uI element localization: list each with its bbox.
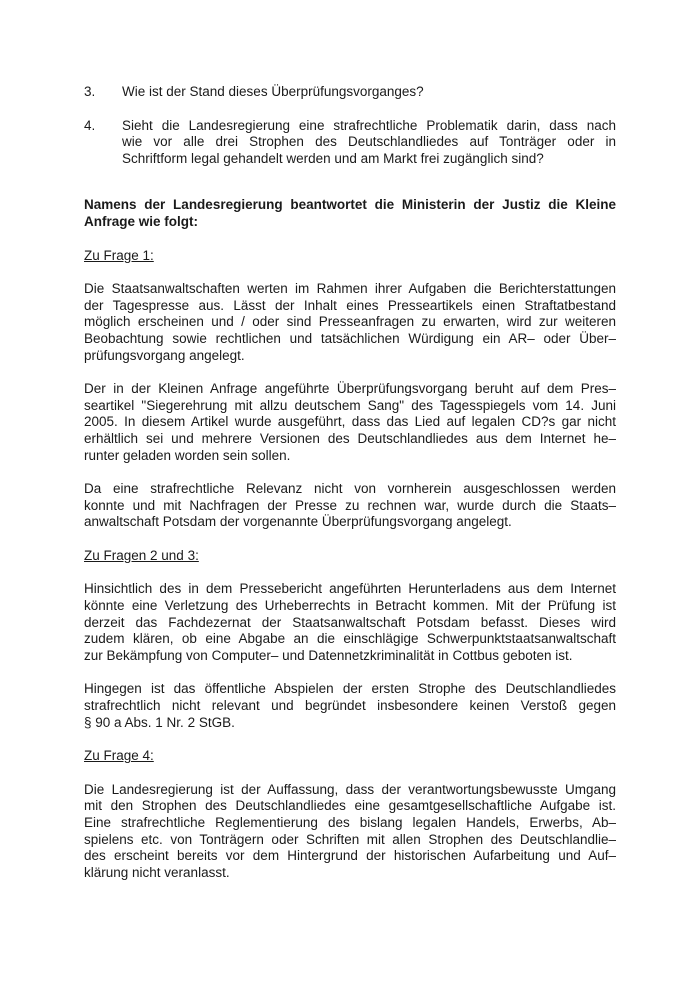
text-line: Hinsichtlich des in dem Pressebericht angeführten Herunterladens aus dem Internet bbox=[84, 581, 616, 597]
text-line: spielens etc. von Tonträgern oder Schriften mit allen Strophen des Deutschlandlie– bbox=[84, 831, 616, 847]
text-line: möglich erscheinen und / oder sind Presseanfragen zu erwarten, wird zur weiteren bbox=[84, 314, 616, 330]
text-line: Da eine strafrechtliche Relevanz nicht von vornherein ausgeschlossen werden bbox=[84, 481, 616, 497]
text-line: der Tagespresse aus. Lässt der Inhalt eines Presseartikels einen Straftatbestand bbox=[84, 297, 616, 313]
text-line: 2005. In diesem Artikel wurde ausgeführt, dass das Lied auf legalen CD?s gar nicht bbox=[84, 414, 616, 430]
text-line: erhältlich sei und mehrere Versionen des Deutschlandliedes aus dem Internet he– bbox=[84, 430, 616, 446]
text-line: wie vor alle drei Strophen des Deutschlandliedes auf Tonträger oder in bbox=[122, 134, 616, 150]
text-line: klärung nicht veranlasst. bbox=[84, 864, 230, 880]
text-line: Wie ist der Stand dieses Überprüfungsvorganges? bbox=[122, 84, 424, 99]
paragraph-fragen23-2 bbox=[84, 681, 616, 731]
paragraph-frage4-1 bbox=[84, 782, 616, 882]
text-line: Hingegen ist das öffentliche Abspielen der ersten Strophe des Deutschlandliedes bbox=[84, 681, 616, 697]
text-line: Sieht die Landesregierung eine strafrechtliche Problematik darin, dass nach bbox=[122, 117, 616, 133]
text-line: prüfungsvorgang angelegt. bbox=[84, 347, 245, 363]
text-line: des erscheint bereits vor dem Hintergrund der historischen Aufarbeitung und Auf– bbox=[84, 848, 616, 864]
section-heading-frage-1: Zu Frage 1: bbox=[84, 247, 154, 263]
text-line: mit den Strophen des Deutschlandliedes eine gesamtgesellschaftliche Aufgabe ist. bbox=[84, 798, 616, 814]
text-line: Schriftform legal gehandelt werden und am Markt frei zugänglich sind? bbox=[122, 150, 544, 166]
text-line: Die Landesregierung ist der Auffassung, dass der verantwortungsbewusste Umgang bbox=[84, 781, 616, 797]
question-text bbox=[122, 84, 616, 101]
text-line: anwaltschaft Potsdam der vorgenannte Überprüfungsvorgang angelegt. bbox=[84, 514, 512, 530]
text-line: derzeit das Fachdezernat der Staatsanwaltschaft Potsdam befasst. Dieses wird bbox=[84, 614, 616, 630]
text-line: runter geladen worden sein sollen. bbox=[84, 447, 291, 463]
text-line: Beobachtung sowie rechtlichen und tatsächlichen Würdigung ein AR– oder Über– bbox=[84, 330, 616, 346]
text-line: seartikel "Siegerehrung mit allzu deutschem Sang" des Tagesspiegels vom 14. Juni bbox=[84, 397, 616, 413]
paragraph-frage1-3 bbox=[84, 481, 616, 531]
question-number: 3. bbox=[84, 84, 96, 99]
text-line: könnte eine Verletzung des Urheberrechts in Betracht kommen. Mit der Prüfung ist bbox=[84, 598, 616, 614]
text-line: zur Bekämpfung von Computer– und Datennetzkriminalität in Cottbus geboten ist. bbox=[84, 647, 573, 663]
text-line: Der in der Kleinen Anfrage angeführte Überprüfungsvorgang beruht auf dem Pres– bbox=[84, 381, 616, 397]
question-item-4 bbox=[84, 118, 616, 168]
question-text bbox=[122, 118, 616, 168]
paragraph-frage1-2 bbox=[84, 381, 616, 464]
question-item-3 bbox=[84, 84, 616, 101]
text-line: Anfrage wie folgt: bbox=[84, 213, 198, 229]
text-line: strafrechtlich nicht relevant und begründet insbesondere keinen Verstoß gegen bbox=[84, 698, 616, 714]
text-line: § 90 a Abs. 1 Nr. 2 StGB. bbox=[84, 714, 235, 730]
question-number: 4. bbox=[84, 117, 96, 133]
text-line: konnte und mit Nachfragen der Presse zu rechnen war, wurde durch die Staats– bbox=[84, 497, 616, 513]
paragraph-fragen23-1 bbox=[84, 581, 616, 664]
text-line: zudem klären, ob eine Abgabe an die einschlägige Schwerpunktstaatsanwaltschaft bbox=[84, 631, 616, 647]
text-line: Eine strafrechtliche Reglementierung des bislang legalen Handels, Erwerbs, Ab– bbox=[84, 815, 616, 830]
section-heading-fragen-2-3: Zu Fragen 2 und 3: bbox=[84, 547, 199, 563]
text-line: Die Staatsanwaltschaften werten im Rahmen ihrer Aufgaben die Berichterstattungen bbox=[84, 281, 616, 297]
section-heading-frage-4: Zu Frage 4: bbox=[84, 748, 154, 764]
answer-intro bbox=[84, 197, 616, 230]
paragraph-frage1-1 bbox=[84, 281, 616, 364]
text-line: Namens der Landesregierung beantwortet die Ministerin der Justiz die Kleine bbox=[84, 197, 616, 213]
